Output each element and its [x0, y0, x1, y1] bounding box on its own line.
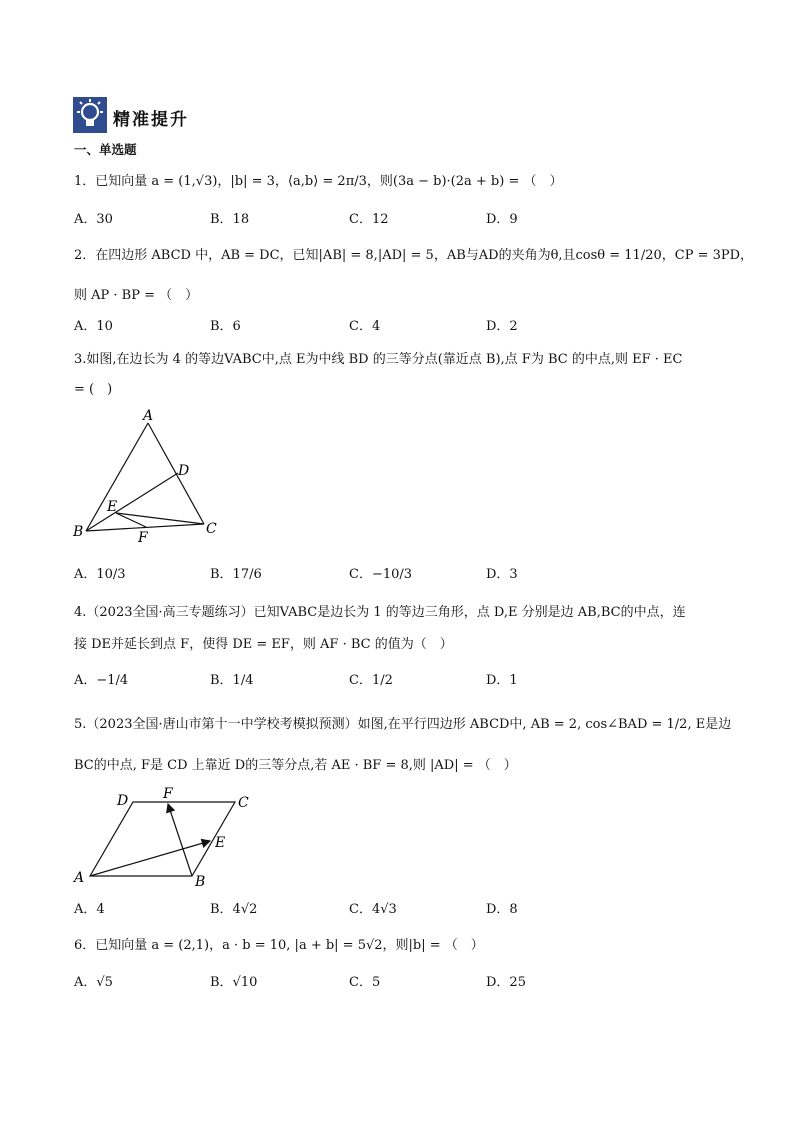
option-c: C．−10/3 — [349, 567, 413, 582]
question-3-line-1: 3.如图,在边长为 4 的等边VABC中,点 E为中线 BD 的三等分点(靠近点 B),点 F为 BC 的中点,则 EF · EC — [74, 352, 683, 367]
option-d: D．1 — [486, 673, 518, 688]
label-d: D — [117, 793, 129, 809]
option-a: A．30 — [74, 212, 113, 227]
option-d: D．2 — [486, 319, 518, 334]
option-b: B．1/4 — [210, 673, 254, 688]
option-d: D．8 — [486, 902, 518, 917]
label-b: B — [73, 524, 84, 540]
page-title: 精准提升 — [113, 110, 189, 130]
label-e: E — [215, 835, 226, 851]
lightbulb-icon — [73, 97, 107, 133]
label-f: F — [163, 786, 173, 802]
option-a: A．10/3 — [74, 567, 126, 582]
option-c: C．12 — [349, 212, 389, 227]
option-a: A．√5 — [74, 975, 113, 990]
label-b: B — [195, 874, 206, 890]
question-2-line-2: 则 AP · BP = （ ） — [74, 288, 199, 303]
option-b: B．4√2 — [210, 902, 258, 917]
option-a: A．−1/4 — [74, 673, 129, 688]
label-d: D — [178, 463, 190, 479]
question-3-line-2: = ( ) — [74, 382, 113, 397]
section-banner — [73, 97, 203, 135]
option-c: C．4√3 — [349, 902, 397, 917]
option-c: C．1/2 — [349, 673, 393, 688]
option-b: B．17/6 — [210, 567, 262, 582]
option-b: B．6 — [210, 319, 241, 334]
question-4-line-1: 4.（2023全国·高三专题练习）已知VABC是边长为 1 的等边三角形，点 D,E 分别是边 AB,BC的中点，连 — [74, 605, 686, 620]
option-d: D．25 — [486, 975, 526, 990]
question-5-line-2: BC的中点, F是 CD 上靠近 D的三等分点,若 AE · BF = 8,则 |AD| = （ ） — [74, 758, 517, 773]
option-a: A．4 — [74, 902, 105, 917]
option-a: A．10 — [74, 319, 113, 334]
section-heading: 一、单选题 — [74, 142, 137, 157]
question-2-line-1: 2．在四边形 ABCD 中，AB = DC，已知|AB| = 8,|AD| = 5，AB与AD的夹角为θ,且cosθ = 11/20，CP = 3PD， — [74, 248, 754, 263]
question-6: 6．已知向量 a = (2,1)，a · b = 10, |a + b| = 5√2，则|b| = （ ） — [74, 938, 484, 953]
option-c: C．4 — [349, 319, 381, 334]
option-d: D．3 — [486, 567, 518, 582]
option-d: D．9 — [486, 212, 518, 227]
option-b: B．√10 — [210, 975, 258, 990]
parallelogram-figure — [70, 785, 270, 890]
label-a: A — [143, 408, 154, 424]
label-c: C — [206, 521, 217, 537]
option-b: B．18 — [210, 212, 250, 227]
question-4-line-2: 接 DE并延长到点 F，使得 DE = EF，则 AF · BC 的值为（ ） — [74, 637, 453, 652]
question-1: 1．已知向量 a = (1,√3)，|b| = 3，⟨a,b⟩ = 2π/3，则(3a − b)·(2a + b) = （ ） — [74, 174, 563, 189]
label-e: E — [107, 499, 118, 515]
label-a: A — [74, 870, 85, 886]
option-c: C．5 — [349, 975, 381, 990]
triangle-figure — [70, 405, 230, 545]
question-5-line-1: 5.（2023全国·唐山市第十一中学校考模拟预测）如图,在平行四边形 ABCD中, AB = 2, cos∠BAD = 1/2, E是边 — [74, 717, 732, 732]
label-c: C — [238, 795, 249, 811]
label-f: F — [138, 530, 148, 545]
